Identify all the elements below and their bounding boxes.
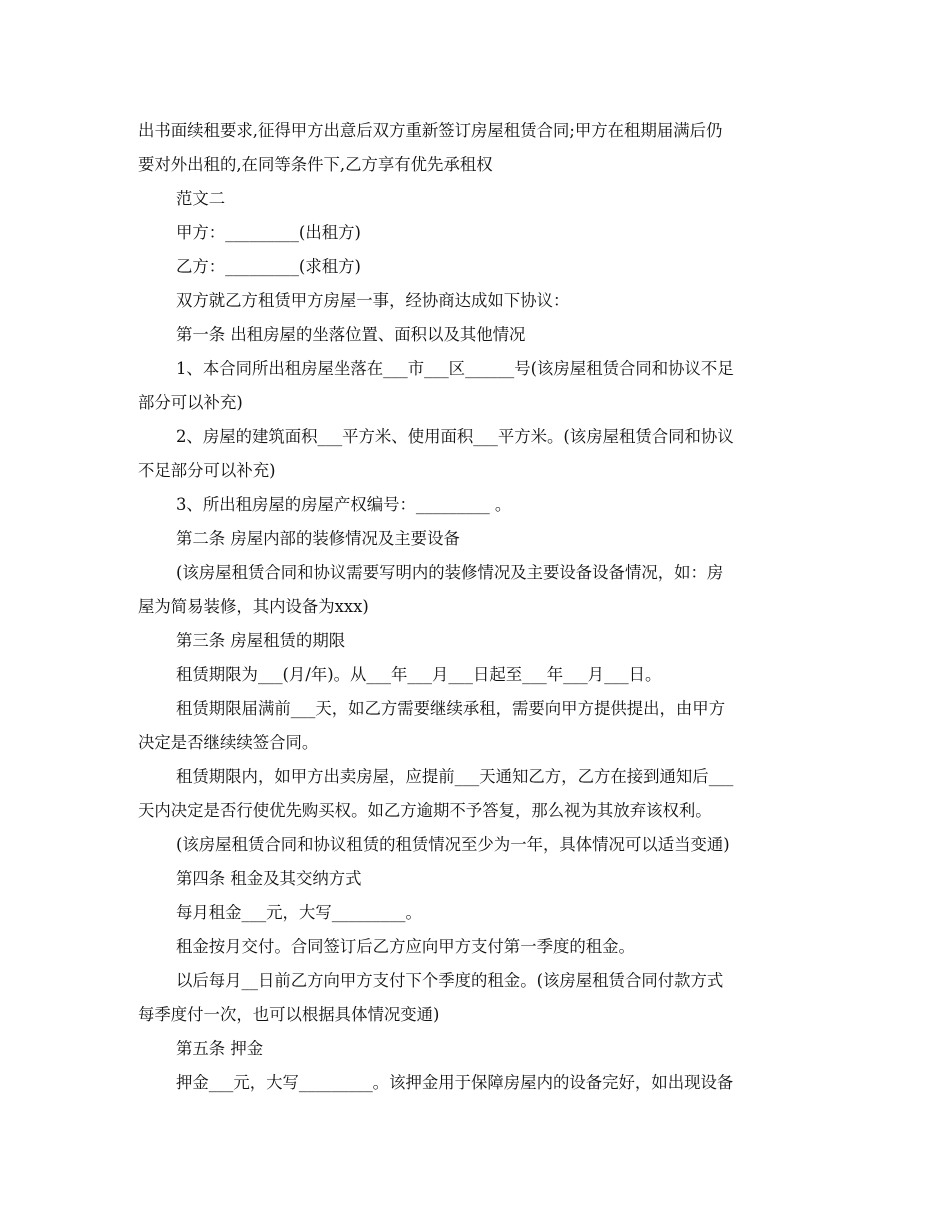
text-line: 第五条 押金 <box>176 1039 264 1058</box>
text-line: 双方就乙方租赁甲方房屋一事，经协商达成如下协议： <box>176 291 570 310</box>
text-line: 3、所出租房屋的房屋产权编号：_________ 。 <box>176 495 512 514</box>
text-line: 1、本合同所出租房屋坐落在___市___区______号(该房屋租赁合同和协议不足 <box>176 359 734 378</box>
text-line: 每季度付一次，也可以根据具体情况变通) <box>138 1005 440 1024</box>
text-line: 天内决定是否行使优先购买权。如乙方逾期不予答复，那么视为其放弃该权利。 <box>138 801 712 820</box>
text-line: 第一条 出租房屋的坐落位置、面积以及其他情况 <box>176 325 526 344</box>
text-line: 以后每月__日前乙方向甲方支付下个季度的租金。(该房屋租赁合同付款方式 <box>176 971 724 990</box>
text-line: 租金按月交付。合同签订后乙方应向甲方支付第一季度的租金。 <box>176 937 635 956</box>
text-line: 2、房屋的建筑面积___平方米、使用面积___平方米。(该房屋租赁合同和协议 <box>176 427 734 446</box>
text-line: 租赁期限为___(月/年)。从___年___月___日起至___年___月___日。 <box>176 665 662 684</box>
text-line: 第四条 租金及其交纳方式 <box>176 869 362 888</box>
text-line: (该房屋租赁合同和协议需要写明内的装修情况及主要设备设备情况，如：房 <box>176 563 724 582</box>
text-line: (该房屋租赁合同和协议租赁的租赁情况至少为一年，具体情况可以适当变通) <box>176 835 730 854</box>
text-line: 屋为简易装修，其内设备为xxx) <box>138 597 369 616</box>
text-line: 范文二 <box>176 189 226 208</box>
text-line: 出书面续租要求,征得甲方出意后双方重新签订房屋租赁合同;甲方在租期届满后仍 <box>138 121 723 140</box>
document-body <box>138 114 816 1100</box>
text-line: 决定是否继续续签合同。 <box>138 733 319 752</box>
text-line: 要对外出租的,在同等条件下,乙方享有优先承租权 <box>138 155 493 174</box>
text-line: 甲方：_________(出租方) <box>176 223 361 242</box>
text-line: 每月租金___元，大写_________。 <box>176 903 422 922</box>
text-line: 押金___元，大写_________。该押金用于保障房屋内的设备完好，如出现设备 <box>176 1073 734 1092</box>
text-line: 租赁期限届满前___天，如乙方需要继续承租，需要向甲方提供提出，由甲方 <box>176 699 726 718</box>
text-line: 租赁期限内，如甲方出卖房屋，应提前___天通知乙方，乙方在接到通知后___ <box>176 767 734 786</box>
text-line: 不足部分可以补充) <box>138 461 276 480</box>
text-line: 部分可以补充) <box>138 393 243 412</box>
text-line: 乙方：_________(求租方) <box>176 257 361 276</box>
text-line: 第二条 房屋内部的装修情况及主要设备 <box>176 529 460 548</box>
text-line: 第三条 房屋租赁的期限 <box>176 631 346 650</box>
